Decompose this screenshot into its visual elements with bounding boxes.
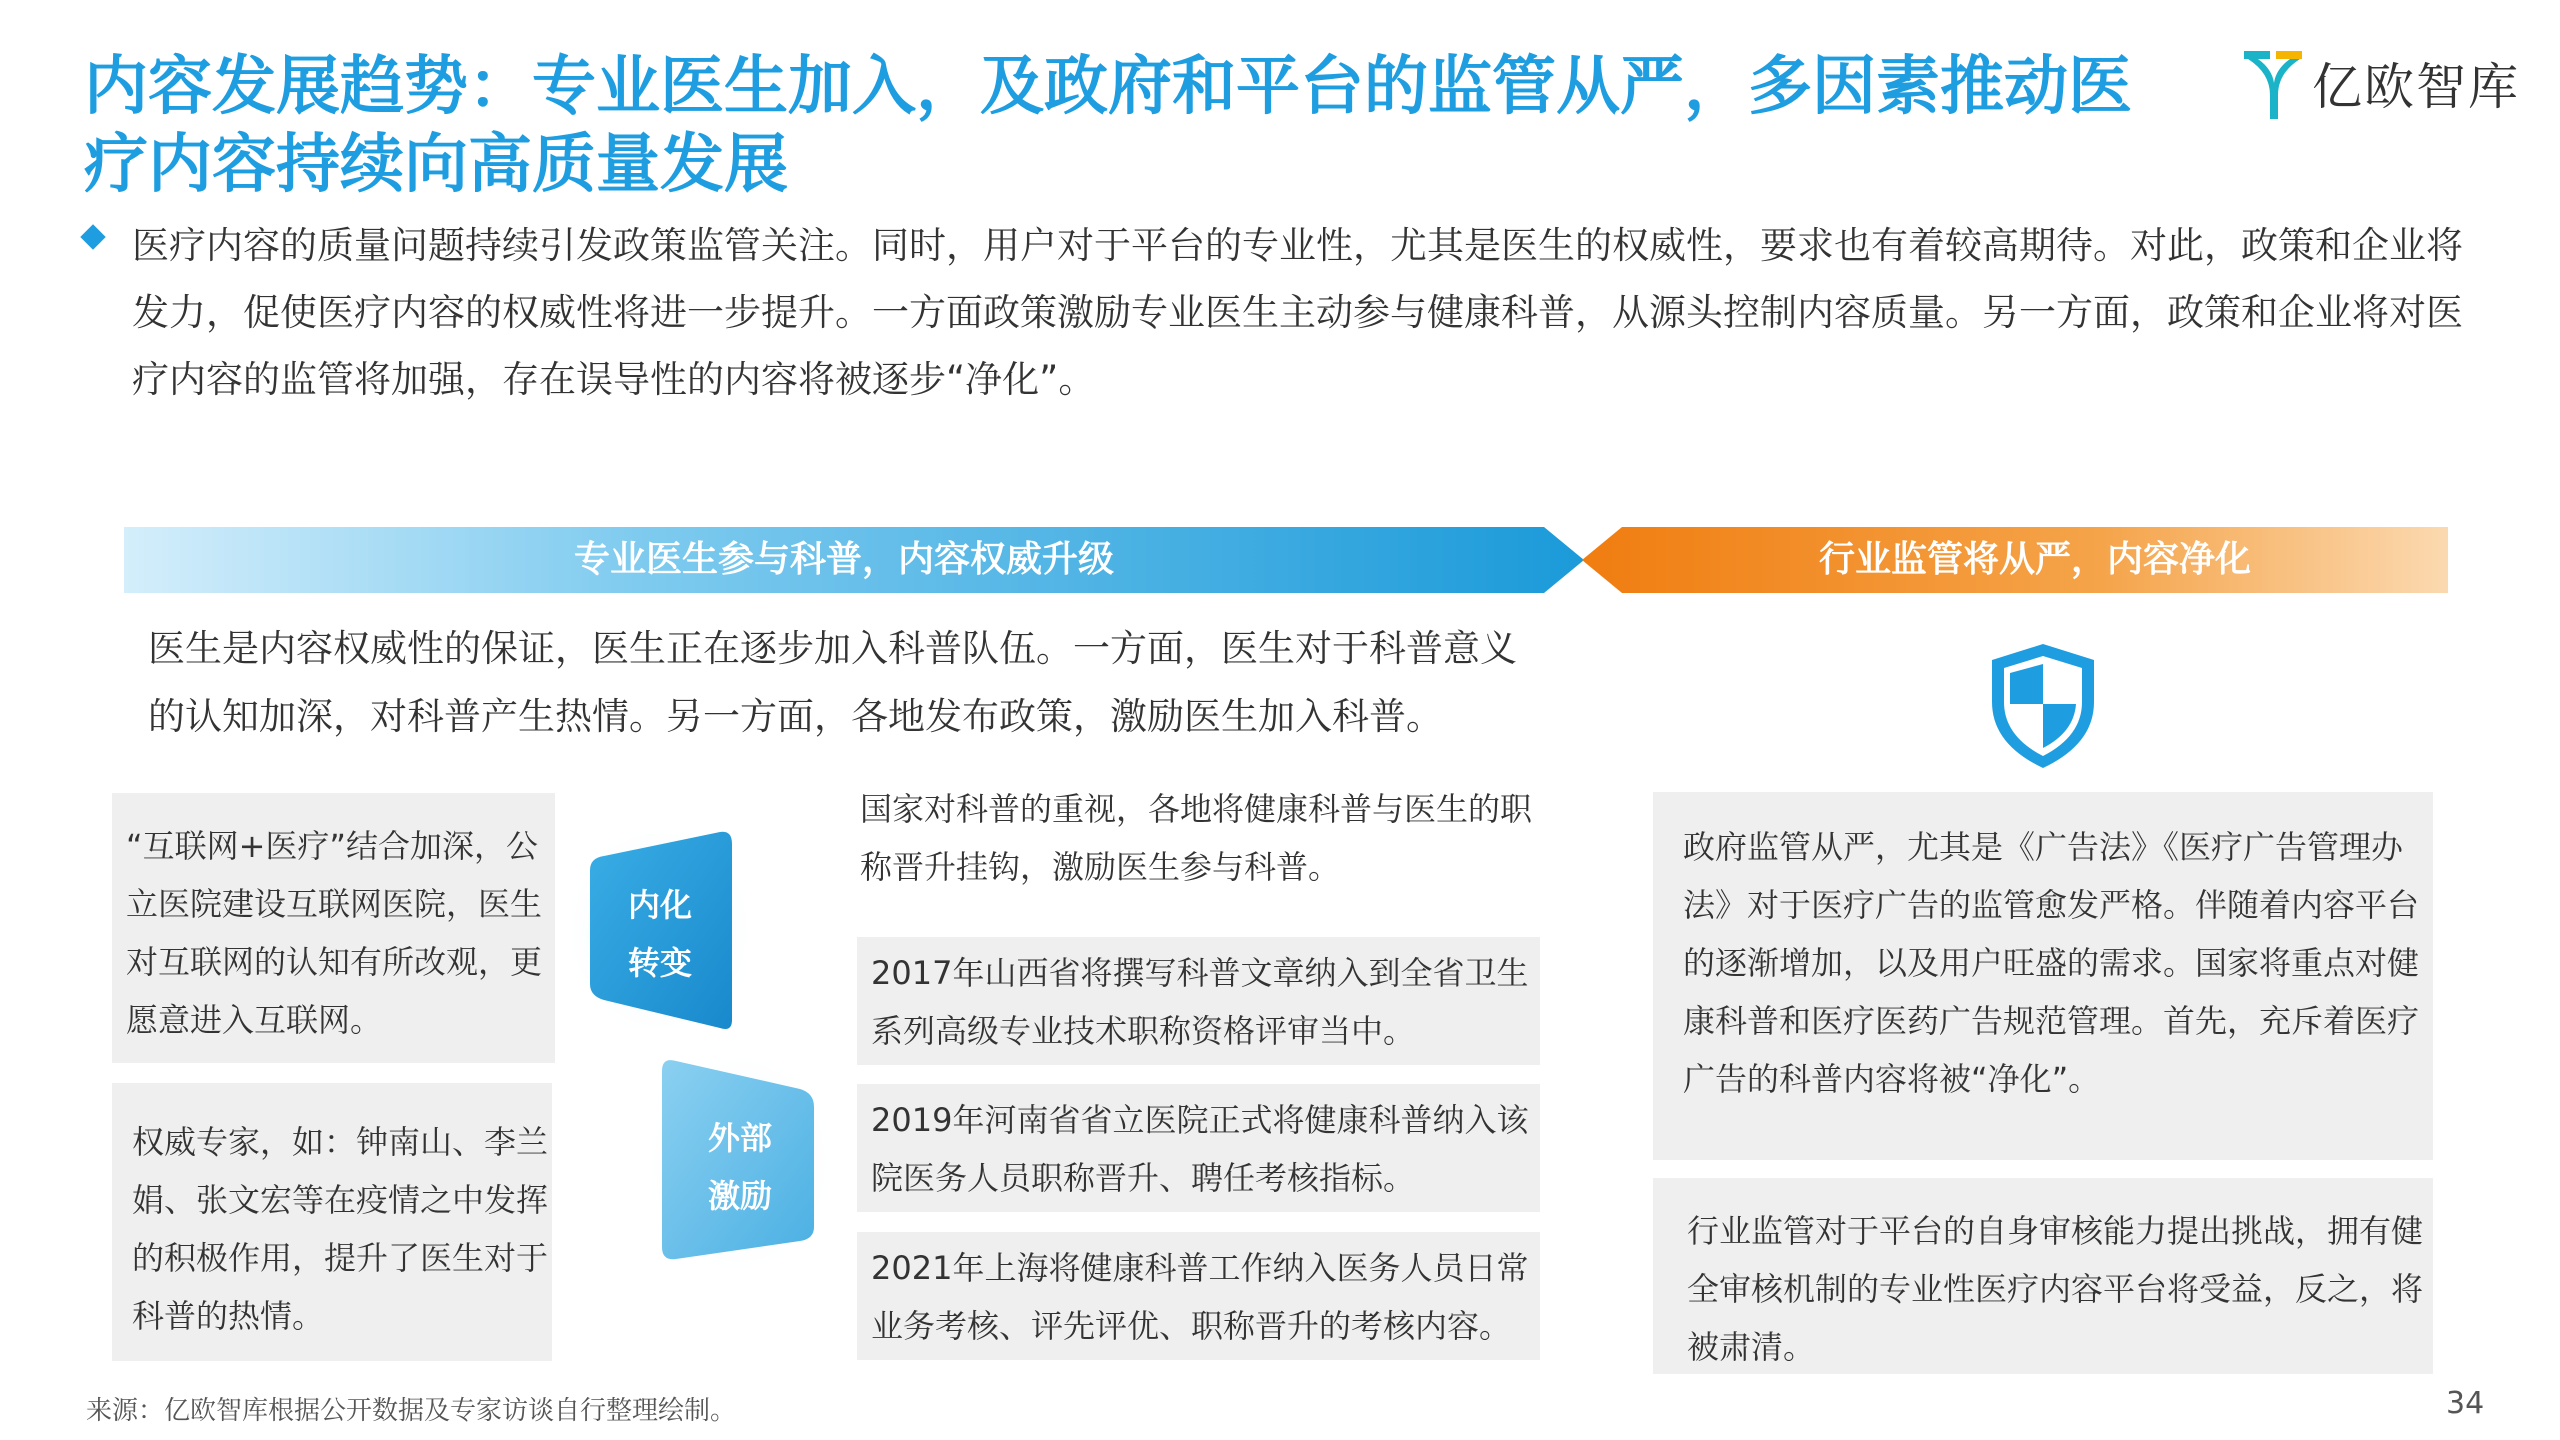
government-regulation-text: 政府监管从严，尤其是《广告法》《医疗广告管理办法》对于医疗广告的监管愈发严格。伴随着内容平台的逐渐增加，以及用户旺盛的需求。国家将重点对健康科普和医疗医药广告规范管理。首先，充斥着医疗广告的科普内容将被“净化”。 [1683, 828, 2420, 1098]
left-banner-label: 专业医生参与科普，内容权威升级 [573, 539, 1114, 580]
authority-experts-text: 权威专家，如：钟南山、李兰娟、张文宏等在疫情之中发挥的积极作用，提升了医生对于科普的热情。 [132, 1123, 549, 1335]
industry-regulation-box [1653, 1178, 2433, 1374]
internal-badge-line-2: 转变 [627, 944, 692, 982]
diamond-bullet-icon [80, 224, 105, 249]
policy-text-shanghai: 2021年上海将健康科普工作纳入医务人员日常业务考核、评先评优、职称晋升的考核内容。 [871, 1249, 1529, 1345]
industry-regulation-text: 行业监管对于平台的自身审核能力提出挑战，拥有健全审核机制的专业性医疗内容平台将受益，反之，将被肃清。 [1687, 1212, 2424, 1366]
policy-text-shanxi: 2017年山西省将撰写科普文章纳入到全省卫生系列高级专业技术职称资格评审当中。 [871, 954, 1529, 1050]
right-banner-label: 行业监管将从严，内容净化 [1818, 539, 2251, 580]
source-note: 来源：亿欧智库根据公开数据及专家访谈自行整理绘制。 [86, 1396, 737, 1426]
policy-text-henan: 2019年河南省省立医院正式将健康科普纳入该院医务人员职称晋升、聘任考核指标。 [871, 1101, 1529, 1197]
right-section-banner [1582, 527, 2448, 593]
left-section-banner [124, 527, 1584, 593]
government-regulation-box [1653, 792, 2433, 1160]
external-badge-line-2: 激励 [707, 1177, 772, 1215]
authority-experts-box [112, 1083, 552, 1361]
logo-text: 亿欧智库 [2312, 58, 2520, 116]
external-badge-line-1: 外部 [707, 1119, 772, 1157]
shield-icon [1986, 640, 2100, 772]
intro-paragraph: 医疗内容的质量问题持续引发政策监管关注。同时，用户对于平台的专业性，尤其是医生的权威性，要求也有着较高期待。对此，政策和企业将发力，促使医疗内容的权威性将进一步提升。一方面政策激励专业医生主动参与健康科普，从源头控制内容质量。另一方面，政策和企业将对医疗内容的监管将加强，存在误导性的内容将被逐步“净化”。 [132, 224, 2463, 401]
national-policy-text: 国家对科普的重视，各地将健康科普与医生的职称晋升挂钩，激励医生参与科普。 [860, 790, 1533, 886]
external-incentive-badge [650, 1057, 830, 1267]
policy-box-shanghai [857, 1232, 1540, 1360]
page-number: 34 [2446, 1386, 2485, 1421]
internet-medicine-text: “互联网+医疗”结合加深，公立医院建设互联网医院，医生对互联网的认知有所改观，更愿意进入互联网。 [126, 827, 543, 1039]
page-title: 内容发展趋势：专业医生加入，及政府和平台的监管从严，多因素推动医疗内容持续向高质量发展 [84, 50, 2132, 202]
internet-medicine-box [112, 793, 555, 1063]
brand-logo [2240, 38, 2520, 128]
left-section-description: 医生是内容权威性的保证，医生正在逐步加入科普队伍。一方面，医生对于科普意义的认知加深，对科普产生热情。另一方面，各地发布政策，激励医生加入科普。 [148, 627, 1517, 738]
internal-badge-line-1: 内化 [627, 886, 692, 924]
policy-box-shanxi [857, 937, 1540, 1065]
intro-section [84, 212, 2484, 413]
logo-icon [2240, 43, 2306, 123]
policy-box-henan [857, 1084, 1540, 1212]
internal-change-badge [570, 830, 750, 1030]
